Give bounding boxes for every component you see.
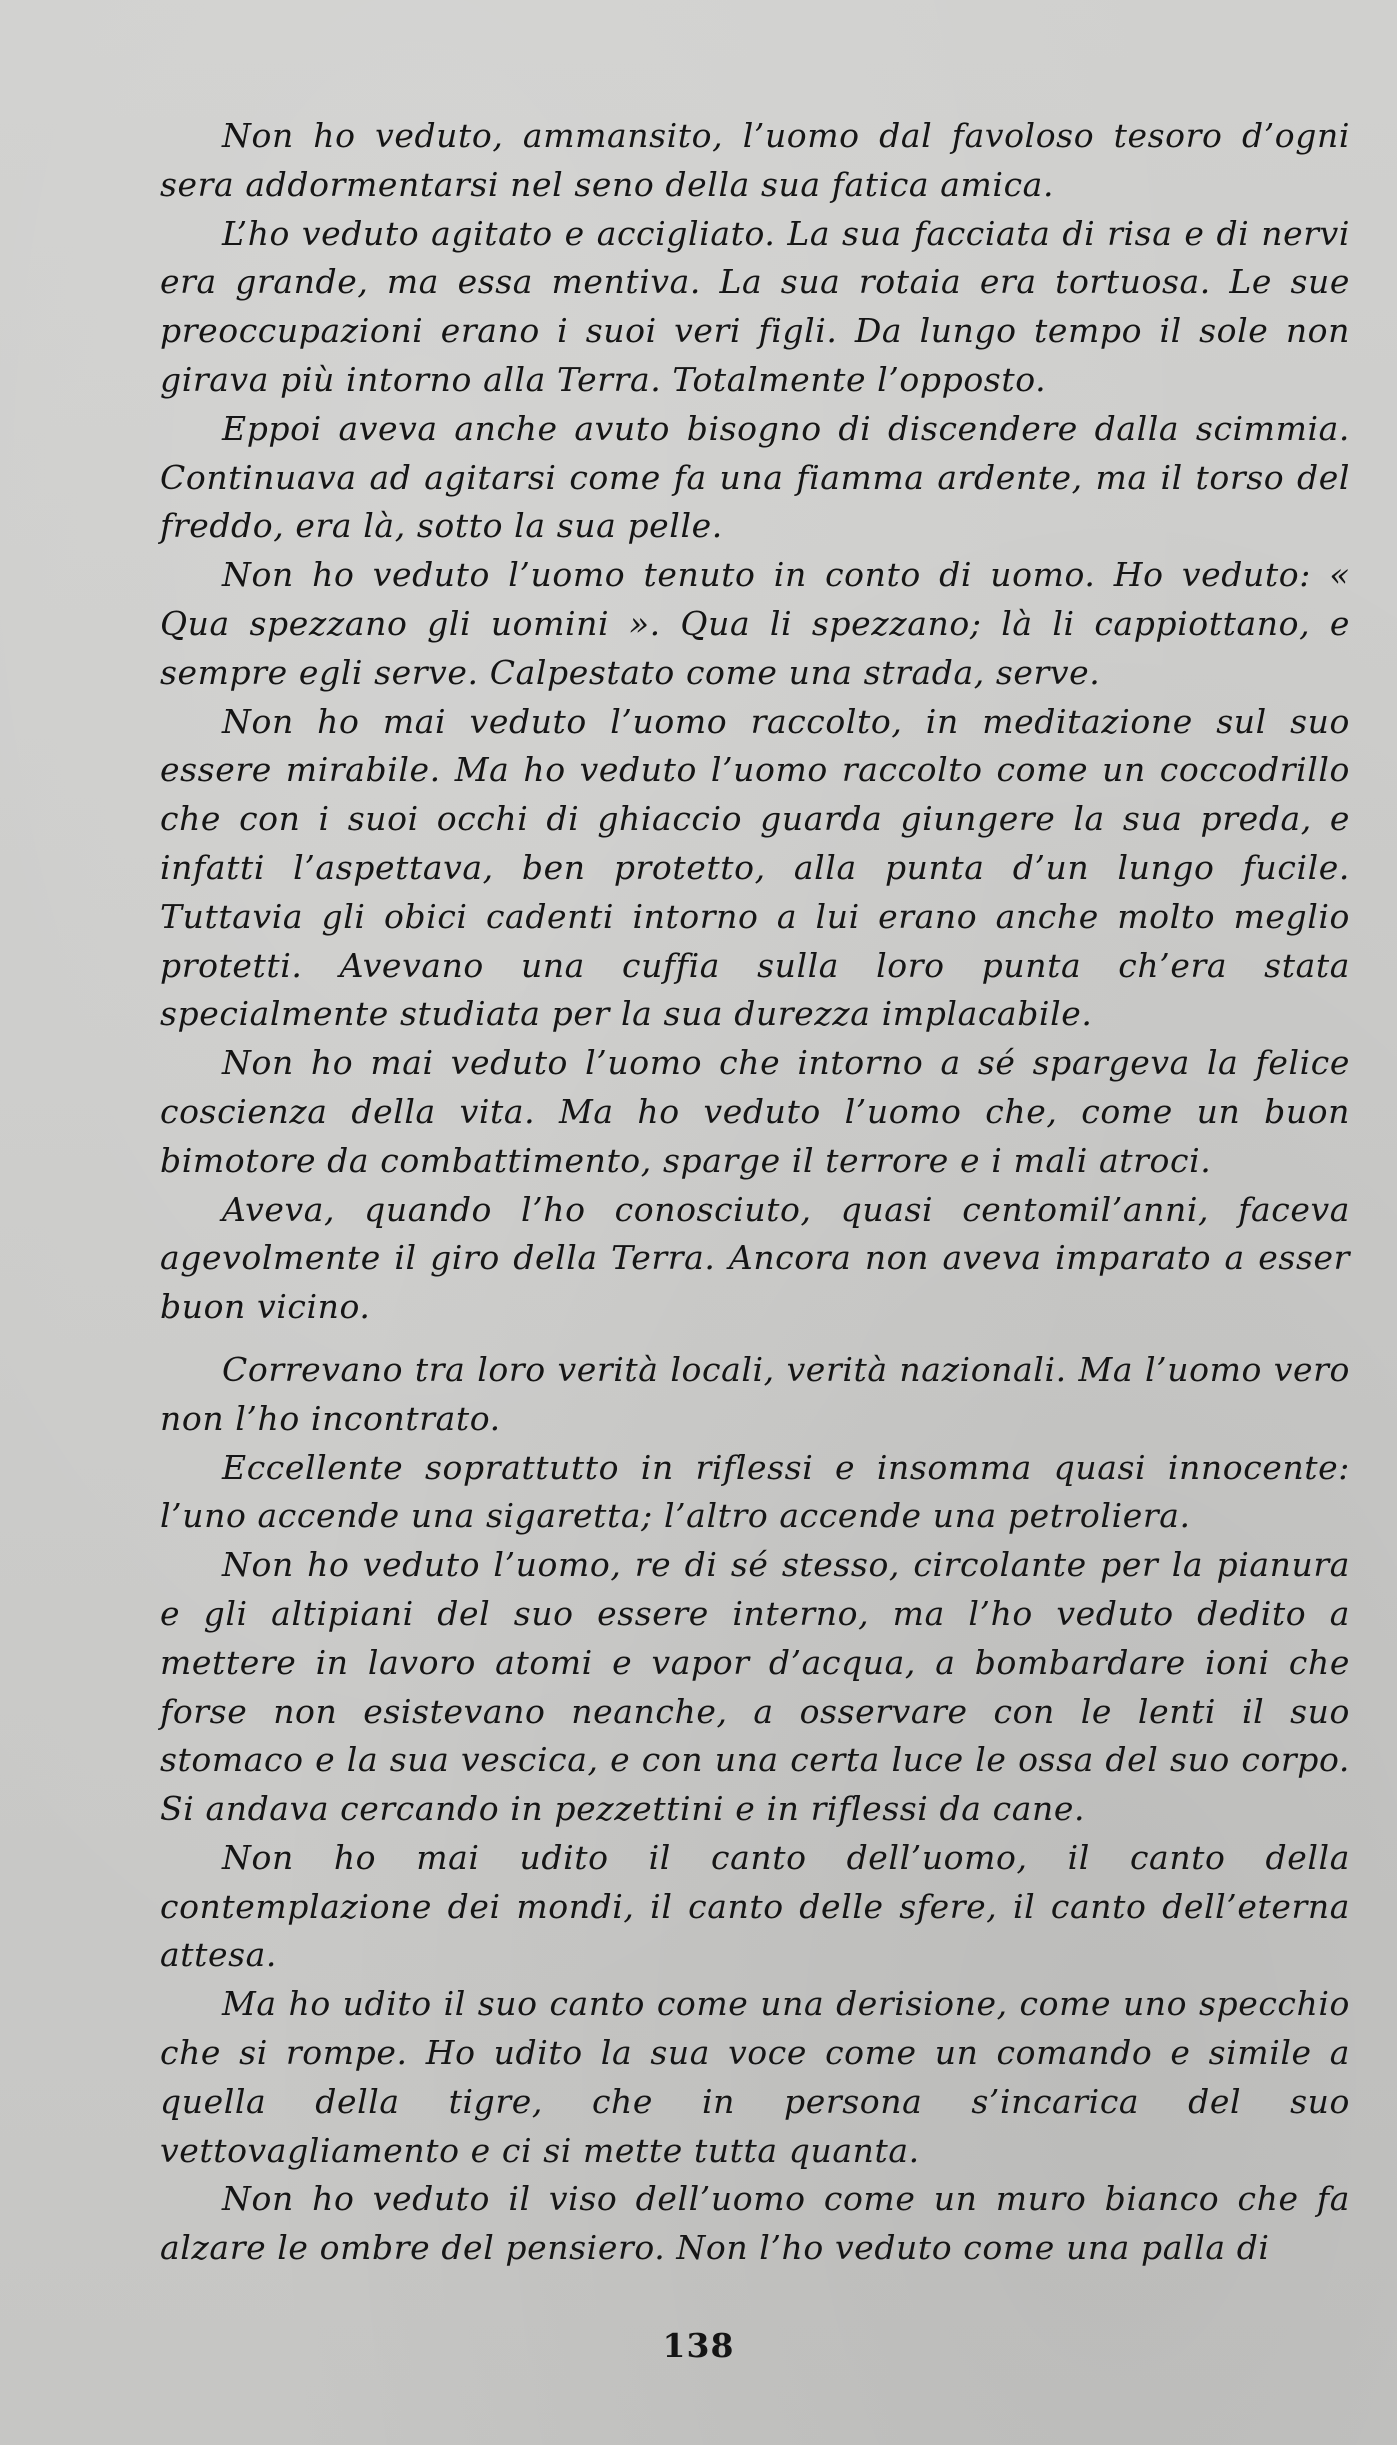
paragraph: Non ho veduto il viso dell’uomo come un muro bianco che fa alzare le ombre del pensiero. Non l’ho veduto come una palla di — [160, 2179, 1350, 2268]
paragraph: Non ho veduto, ammansito, l’uomo dal favoloso tesoro d’ogni sera addormentarsi nel seno della sua fatica amica. — [160, 116, 1350, 204]
paragraph: Non ho veduto l’uomo tenuto in conto di uomo. Ho veduto: « Qua spezzano gli uomini ». Qua li spezzano; là li cappiottano, e sempre egli serve. Calpestato come una strada, serve. — [160, 555, 1350, 692]
paragraph: Non ho mai veduto l’uomo raccolto, in meditazione sul suo essere mirabile. Ma ho veduto l’uomo raccolto come un coccodrillo che con i suoi occhi di ghiaccio guarda giungere la sua preda, e infatti l’aspettava, ben protetto, alla punta d’un lungo fucile. Tuttavia gli obici cadenti intorno a lui erano anche molto meglio protetti. Avevano una cuffia sulla loro punta ch’era stata specialmente studiata per la sua durezza implacabile. — [160, 701, 1350, 1034]
paragraph: Non ho veduto l’uomo, re di sé stesso, circolante per la pianura e gli altipiani del suo essere interno, ma l’ho veduto dedito a mettere in lavoro atomi e vapor d’acqua, a bombardare ioni che forse non esistevano neanche, a osservare con le lenti il suo stomaco e la sua vescica, e con una certa luce le ossa del suo corpo. Si andava cercando in pezzettini e in riflessi da cane. — [160, 1545, 1350, 1829]
paragraph: Eccellente soprattutto in riflessi e insomma quasi innocente: l’uno accende una sigaretta; l’altro accende una petroliera. — [160, 1447, 1350, 1536]
paragraph: Eppoi aveva anche avuto bisogno di discendere dalla scimmia. Continuava ad agitarsi come fa una fiamma ardente, ma il torso del freddo, era là, sotto la sua pelle. — [160, 408, 1350, 546]
paragraph: Correvano tra loro verità locali, verità nazionali. Ma l’uomo vero non l’ho incontrato. — [160, 1349, 1350, 1438]
paragraph: Ma ho udito il suo canto come una derisione, come uno specchio che si rompe. Ho udito la sua voce come un comando e simile a quella della tigre, che in persona s’incarica del suo vettovagliamento e ci si mette tutta quanta. — [160, 1984, 1350, 2170]
paragraph: Aveva, quando l’ho conosciuto, quasi centomil’anni, faceva agevolmente il giro della Terra. Ancora non aveva imparato a esser buon vicino. — [160, 1189, 1350, 1327]
paragraph: Non ho mai udito il canto dell’uomo, il canto della contemplazione dei mondi, il canto delle sfere, il canto dell’eterna attesa. — [160, 1837, 1350, 1975]
page-number: 138 — [662, 2326, 735, 2365]
paragraph: Non ho mai veduto l’uomo che intorno a sé spargeva la felice coscienza della vita. Ma ho veduto l’uomo che, come un buon bimotore da combattimento, sparge il terrore e i mali atroci. — [160, 1043, 1350, 1180]
paragraph: L’ho veduto agitato e accigliato. La sua facciata di risa e di nervi era grande, ma essa mentiva. La sua rotaia era tortuosa. Le sue preoccupazioni erano i suoi veri figli. Da lungo tempo il sole non girava più intorno alla Terra. Totalmente l’opposto. — [160, 213, 1350, 399]
body-text — [160, 112, 1350, 2273]
